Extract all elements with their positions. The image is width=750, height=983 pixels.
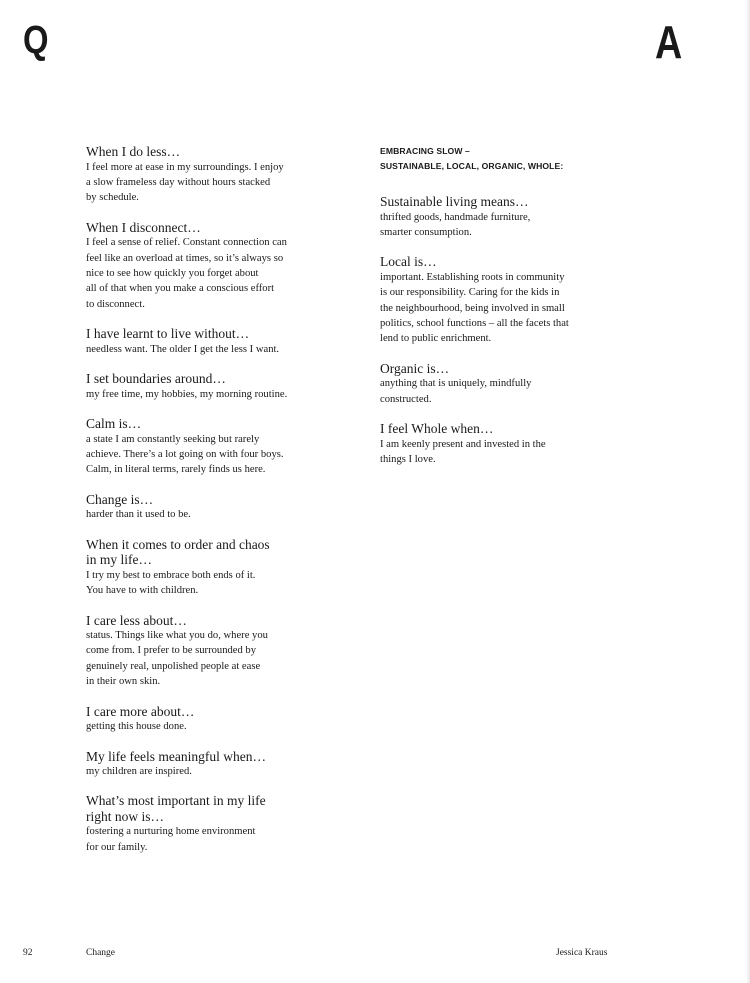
qa-item	[86, 749, 336, 780]
qa-item	[86, 492, 336, 523]
question-answer: needless want. The older I get the less I want.	[86, 343, 280, 355]
question-answer: I feel a sense of relief. Constant connection can feel like an overload at times, so it’s always so nice to see how quickly you forget about all of that when you make a conscious effort to disconnect.	[86, 237, 287, 310]
section-name: Change	[86, 948, 116, 958]
question-answer: my children are inspired.	[86, 766, 192, 778]
q-letter: Q	[23, 18, 49, 62]
question-answer: I try my best to embrace both ends of it. You have to with children.	[86, 569, 256, 597]
qa-item	[86, 613, 336, 690]
qa-item	[86, 326, 336, 357]
section-kicker: EMBRACING SLOW – SUSTAINABLE, LOCAL, ORGANIC, WHOLE:	[380, 146, 564, 171]
question-prompt: When I do less…	[86, 144, 181, 159]
qa-item	[86, 537, 336, 599]
qa-item	[380, 254, 620, 347]
question-answer: getting this house done.	[86, 721, 187, 733]
question-answer: fostering a nurturing home environment for our family.	[86, 826, 256, 853]
qa-item	[380, 361, 620, 407]
qa-item	[380, 421, 620, 467]
question-prompt: I have learnt to live without…	[86, 326, 250, 342]
question-answer: anything that is uniquely, mindfully constructed.	[380, 378, 532, 405]
qa-item	[86, 371, 336, 402]
qa-item	[86, 220, 336, 313]
question-answer: status. Things like what you do, where you come from. I prefer to be surrounded by genuinely real, unpolished people at ease in their own skin.	[86, 630, 268, 688]
question-prompt: My life feels meaningful when…	[86, 748, 266, 764]
author-name: Jessica Kraus	[556, 948, 608, 958]
question-answer: I feel more at ease in my surroundings. I enjoy a slow frameless day without hours stacked by schedule.	[86, 161, 284, 204]
question-prompt: Sustainable living means…	[380, 194, 529, 209]
question-prompt: Local is…	[380, 254, 437, 270]
question-prompt: What’s most important in my life right now is…	[86, 793, 266, 824]
qa-item	[86, 144, 336, 206]
question-answer: a state I am constantly seeking but rarely achieve. There’s a lot going on with four boys. Calm, in literal terms, rarely finds us here.	[86, 433, 284, 476]
qa-item	[86, 704, 336, 735]
question-prompt: When it comes to order and chaos in my life…	[86, 536, 270, 568]
question-prompt: I feel Whole when…	[380, 421, 494, 437]
page-number: 92	[23, 948, 33, 958]
a-letter: A	[655, 16, 683, 68]
question-prompt: Organic is…	[380, 360, 450, 376]
question-prompt: I care less about…	[86, 612, 187, 628]
left-column	[86, 144, 336, 869]
question-prompt: I set boundaries around…	[86, 371, 226, 387]
right-column	[380, 144, 620, 481]
question-answer: harder than it used to be.	[86, 509, 191, 521]
question-prompt: I care more about…	[86, 703, 195, 719]
question-answer: important. Establishing roots in community is our responsibility. Caring for the kids in the neighbourhood, being involved in small politics, school functions – all the facets that lend to public enrichment.	[380, 271, 569, 345]
question-prompt: When I disconnect…	[86, 219, 201, 235]
question-prompt: Calm is…	[86, 416, 142, 432]
question-answer: my free time, my hobbies, my morning routine.	[86, 388, 288, 400]
page-edge-shadow	[746, 0, 750, 983]
qa-item	[380, 194, 620, 240]
question-prompt: Change is…	[86, 491, 154, 507]
question-answer: I am keenly present and invested in the things I love.	[380, 438, 546, 466]
qa-item	[86, 416, 336, 478]
qa-item	[86, 793, 336, 855]
question-answer: thrifted goods, handmade furniture, smarter consumption.	[380, 211, 531, 238]
